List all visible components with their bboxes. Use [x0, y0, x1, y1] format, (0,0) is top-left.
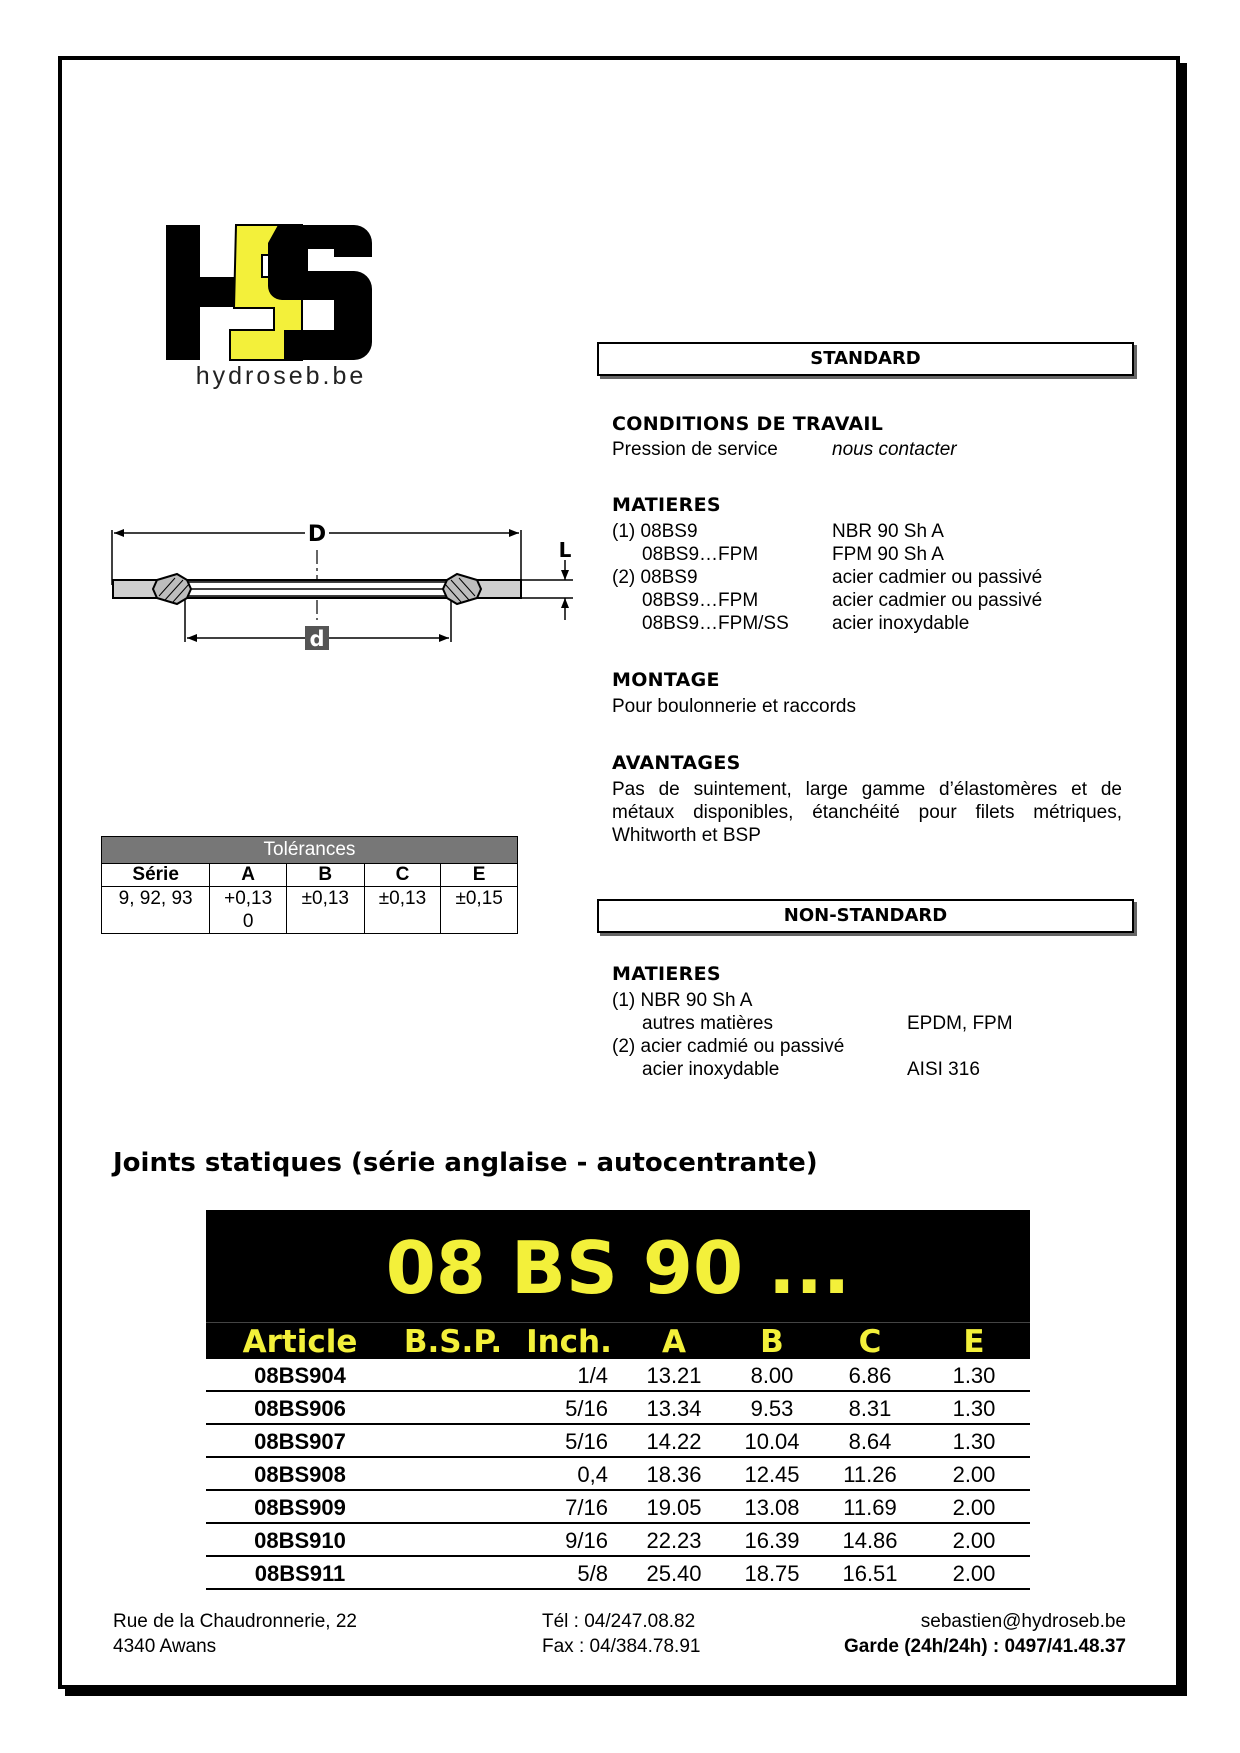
nonstandard-line: autres matières — [642, 1013, 773, 1034]
column-header: C — [858, 1324, 882, 1360]
nonstandard-header: NON-STANDARD — [597, 899, 1134, 933]
tolerance-value: 9, 92, 93 — [102, 887, 210, 934]
montage-heading: MONTAGE — [612, 669, 720, 691]
email-link[interactable]: sebastien@hydroseb.be — [920, 1611, 1126, 1632]
avantages-line: métaux disponibles, étanchéité pour filets métriques, — [612, 802, 1122, 823]
label-d: d — [309, 627, 325, 651]
fax: Fax : 04/384.78.91 — [542, 1636, 701, 1657]
cell-e: 2.00 — [952, 1561, 996, 1586]
avantages-heading: AVANTAGES — [612, 752, 741, 774]
tolerance-value: ±0,15 — [441, 887, 518, 934]
conditions-value: nous contacter — [832, 439, 957, 460]
product-title: Joints statiques (série anglaise - autocentrante) — [113, 1148, 818, 1178]
cell-a: 13.21 — [646, 1363, 702, 1388]
cell-a: 18.36 — [646, 1462, 702, 1487]
table-row — [206, 1524, 1030, 1557]
column-header: E — [963, 1324, 985, 1360]
brand-text: hydroseb.be — [195, 362, 367, 390]
cell-e: 1.30 — [952, 1396, 996, 1421]
cell-inch: 1/4 — [577, 1363, 608, 1388]
material-value: NBR 90 Sh A — [832, 521, 944, 542]
material-code: (2) 08BS9 — [612, 567, 698, 588]
cell-inch: 0,4 — [577, 1462, 608, 1487]
table-row — [206, 1491, 1030, 1524]
nonstandard-value: AISI 316 — [907, 1059, 980, 1080]
cell-e: 1.30 — [952, 1429, 996, 1454]
cell-c: 8.31 — [848, 1396, 892, 1421]
cell-c: 8.64 — [848, 1429, 892, 1454]
cell-inch: 5/16 — [565, 1429, 608, 1454]
cell-a: 25.40 — [646, 1561, 702, 1586]
table-row — [206, 1359, 1030, 1392]
cell-e: 1.30 — [952, 1363, 996, 1388]
tolerance-header: C — [364, 864, 441, 887]
tolerance-header: E — [441, 864, 518, 887]
cell-e: 2.00 — [952, 1528, 996, 1553]
emergency-phone: Garde (24h/24h) : 0497/41.48.37 — [844, 1636, 1126, 1657]
material-code: 08BS9…FPM/SS — [642, 613, 789, 634]
table-row — [206, 1392, 1030, 1425]
material-value: acier cadmier ou passivé — [832, 567, 1043, 588]
tolerances-table — [101, 836, 518, 934]
cell-e: 2.00 — [952, 1495, 996, 1520]
tolerance-header: Série — [102, 864, 210, 887]
cell-inch: 9/16 — [565, 1528, 608, 1553]
cell-c: 16.51 — [842, 1561, 898, 1586]
product-table-body — [206, 1359, 1030, 1590]
cell-a: 22.23 — [646, 1528, 702, 1553]
cell-article: 08BS911 — [254, 1561, 346, 1586]
cell-c: 6.86 — [848, 1363, 892, 1388]
tolerance-value: +0,13 — [224, 888, 273, 909]
cell-b: 10.04 — [744, 1429, 800, 1454]
standard-header: STANDARD — [597, 342, 1134, 376]
avantages-line: Pas de suintement, large gamme d’élastomères et de — [612, 779, 1122, 800]
cell-b: 9.53 — [750, 1396, 794, 1421]
cell-bsp — [394, 1491, 512, 1522]
cell-bsp — [394, 1458, 512, 1489]
product-table — [206, 1210, 1030, 1590]
cell-bsp — [394, 1524, 512, 1555]
cell-inch: 5/8 — [577, 1561, 608, 1586]
cell-b: 13.08 — [744, 1495, 800, 1520]
cell-a: 19.05 — [646, 1495, 702, 1520]
conditions-label: Pression de service — [612, 439, 778, 460]
column-header: A — [662, 1324, 686, 1360]
cell-article: 08BS904 — [254, 1363, 346, 1388]
tolerance-header: A — [210, 864, 287, 887]
address-line: Rue de la Chaudronnerie, 22 — [113, 1611, 358, 1632]
montage-text: Pour boulonnerie et raccords — [612, 696, 856, 717]
cell-e: 2.00 — [952, 1462, 996, 1487]
conditions-heading: CONDITIONS DE TRAVAIL — [612, 413, 884, 435]
cell-a: 14.22 — [646, 1429, 702, 1454]
tolerance-value-a — [210, 887, 287, 934]
cell-c: 11.69 — [843, 1495, 897, 1520]
nonstandard-line: acier inoxydable — [642, 1059, 780, 1080]
tolerance-value: ±0,13 — [286, 887, 364, 934]
label-D: D — [307, 522, 327, 547]
tolerance-value: ±0,13 — [364, 887, 441, 934]
material-value: acier inoxydable — [832, 613, 970, 634]
column-header: B.S.P. — [403, 1324, 503, 1360]
cell-bsp — [394, 1425, 512, 1456]
cell-article: 08BS906 — [254, 1396, 346, 1421]
column-header: B — [760, 1324, 784, 1360]
cell-c: 14.86 — [842, 1528, 898, 1553]
material-code: (1) 08BS9 — [612, 521, 698, 542]
cell-bsp — [394, 1359, 512, 1390]
seal-drawing — [105, 510, 585, 660]
hs-logo-mark — [166, 222, 396, 362]
tolerance-header: B — [286, 864, 364, 887]
cell-b: 12.45 — [744, 1462, 800, 1487]
address-line: 4340 Awans — [113, 1636, 217, 1657]
material-value: acier cadmier ou passivé — [832, 590, 1043, 611]
cell-article: 08BS907 — [254, 1429, 346, 1454]
cell-bsp — [394, 1392, 512, 1423]
column-header: Article — [242, 1324, 358, 1360]
nonstandard-materials-heading: MATIERES — [612, 963, 721, 985]
cell-c: 11.26 — [843, 1462, 897, 1487]
cell-b: 18.75 — [744, 1561, 800, 1586]
material-code: 08BS9…FPM — [642, 544, 759, 565]
cell-article: 08BS908 — [254, 1462, 346, 1487]
tolerances-caption: Tolérances — [102, 837, 518, 864]
column-header: Inch. — [526, 1324, 612, 1360]
table-row — [206, 1557, 1030, 1590]
phone: Tél : 04/247.08.82 — [542, 1611, 696, 1632]
material-code: 08BS9…FPM — [642, 590, 759, 611]
materials-heading: MATIERES — [612, 494, 721, 516]
cell-a: 13.34 — [646, 1396, 702, 1421]
nonstandard-value: EPDM, FPM — [907, 1013, 1013, 1034]
nonstandard-line: (2) acier cadmié ou passivé — [612, 1036, 845, 1057]
table-row — [206, 1458, 1030, 1491]
cell-inch: 5/16 — [565, 1396, 608, 1421]
cell-inch: 7/16 — [565, 1495, 608, 1520]
label-L: L — [558, 538, 572, 562]
material-value: FPM 90 Sh A — [832, 544, 944, 565]
cell-article: 08BS910 — [254, 1528, 346, 1553]
tolerance-value-line2: 0 — [242, 911, 254, 932]
avantages-line: Whitworth et BSP — [612, 825, 761, 846]
cell-b: 16.39 — [744, 1528, 800, 1553]
hydroseb-logo — [166, 222, 396, 392]
cell-b: 8.00 — [750, 1363, 794, 1388]
product-table-header — [206, 1322, 1030, 1359]
table-row — [206, 1425, 1030, 1458]
cell-bsp — [394, 1557, 512, 1588]
cell-article: 08BS909 — [254, 1495, 346, 1520]
product-banner: 08 BS 90 ... — [206, 1210, 1030, 1322]
nonstandard-line: (1) NBR 90 Sh A — [612, 990, 753, 1011]
